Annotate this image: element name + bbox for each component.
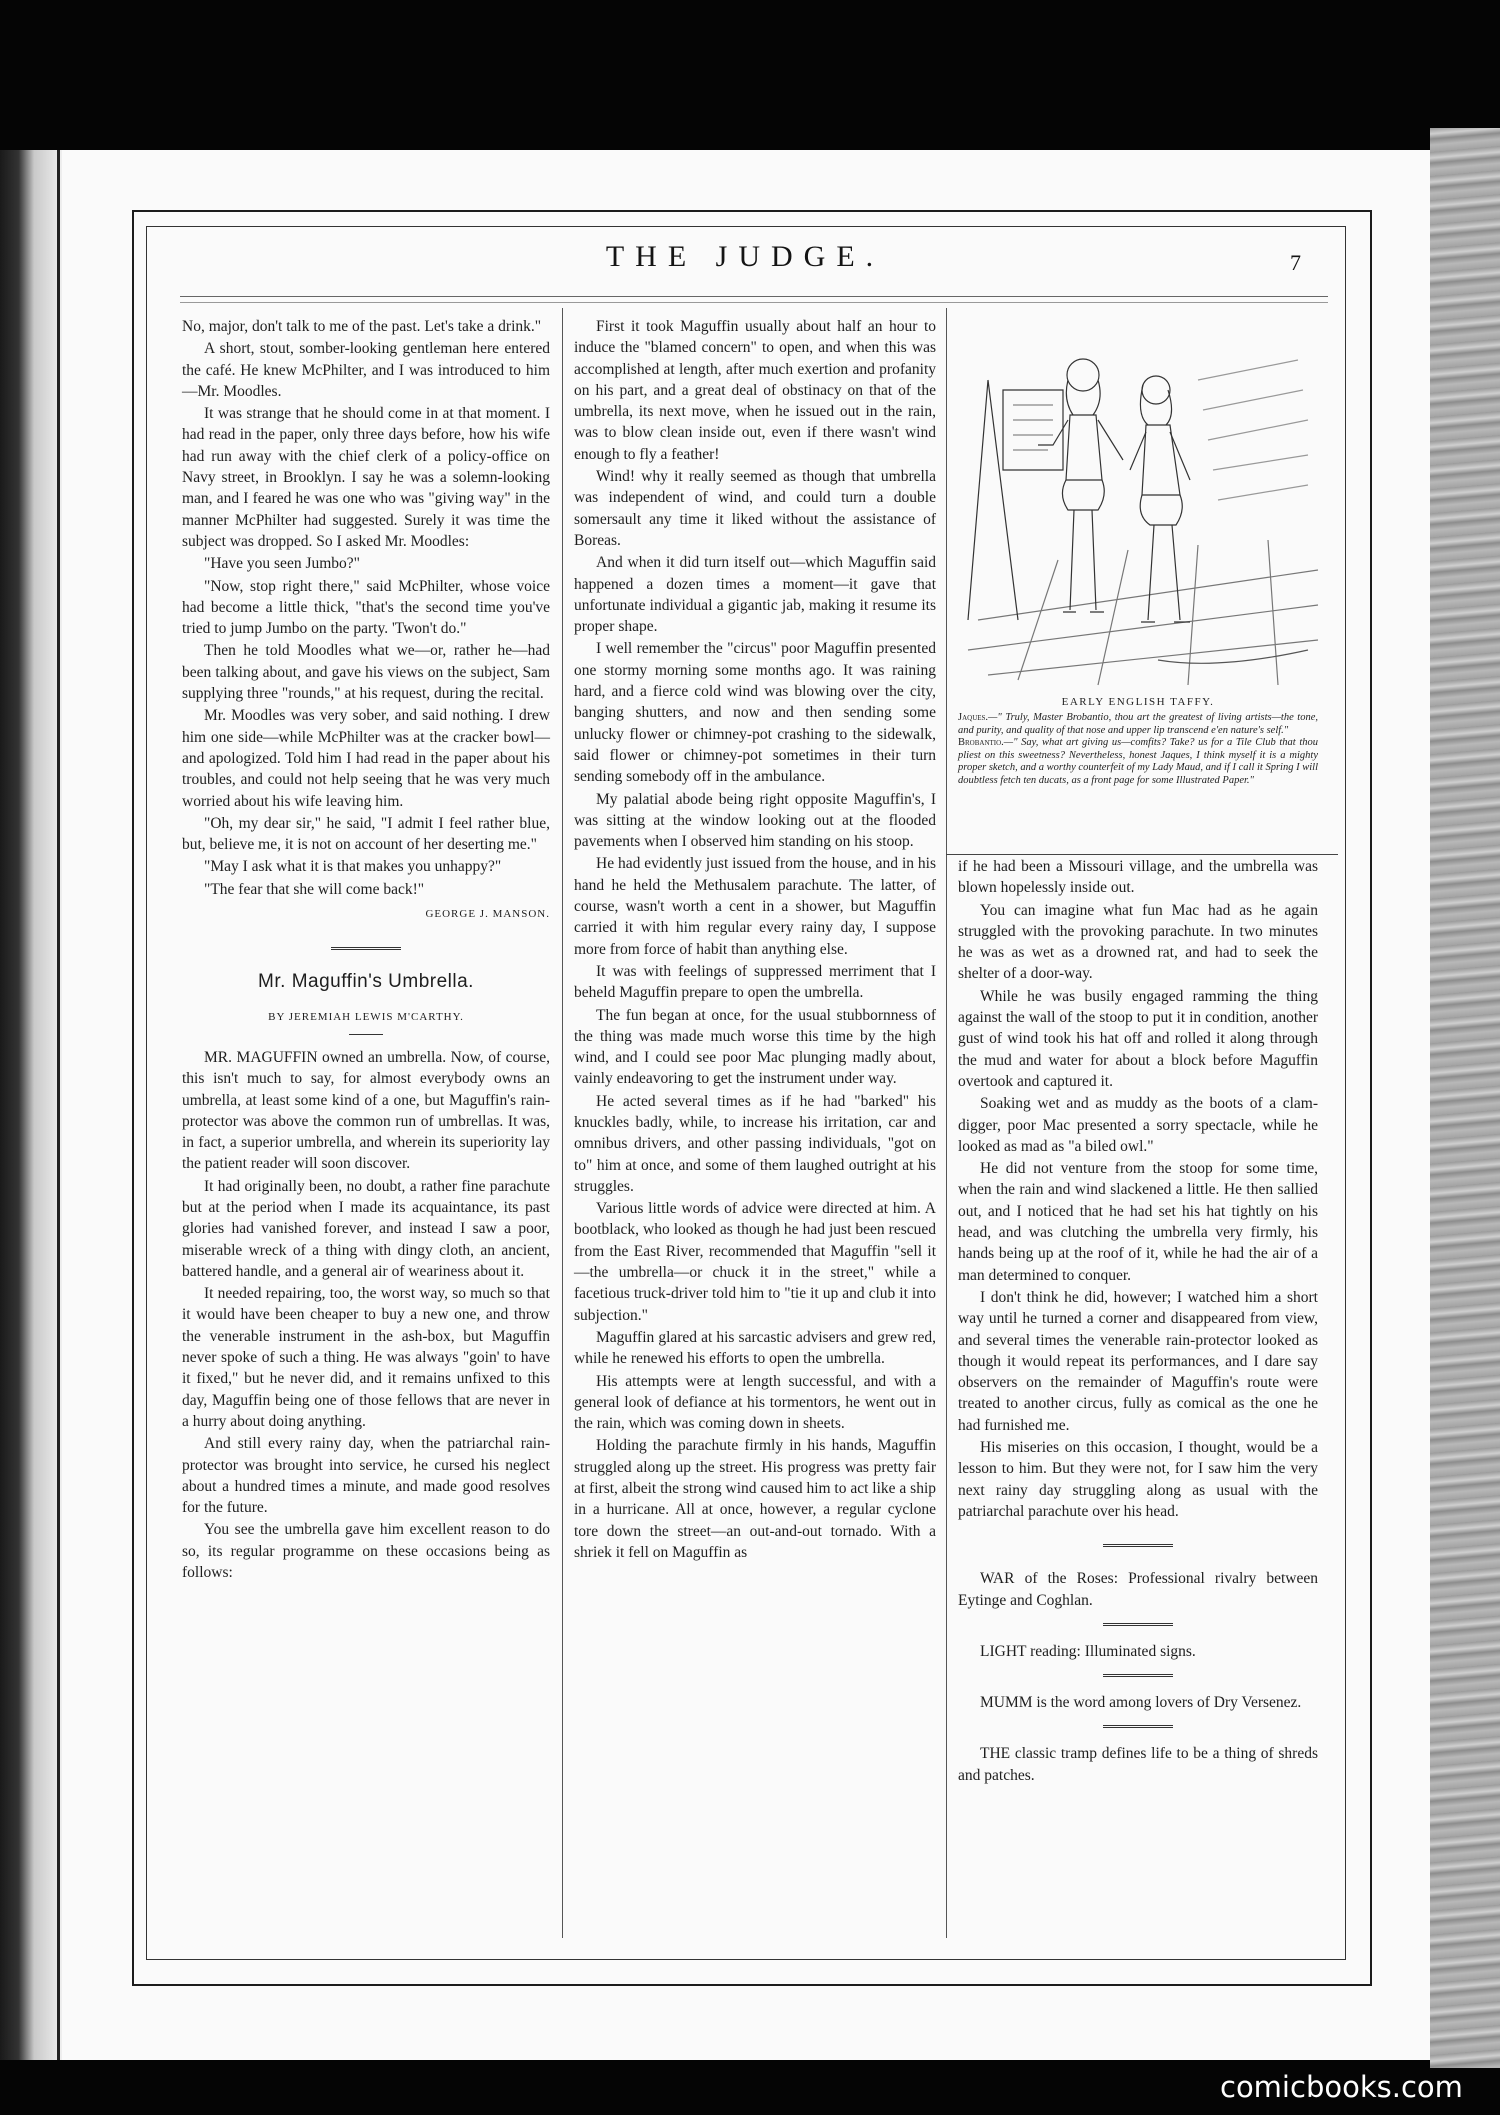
caption-rule [946,854,1338,855]
paragraph: And when it did turn itself out—which Maguffin said happened a dozen times a moment—it gave that unfortunate individual a gigantic jab, making it resume its proper shape. [574,554,936,636]
section-separator [1103,1725,1173,1731]
header-rule-secondary [180,302,1328,303]
column-2 [574,316,936,1563]
byline-rule [349,1034,383,1035]
paragraph: Mr. Moodles was very sober, and said nothing. I drew him one side—while McPhilter was at the cracker bowl—and apologized. Told him I had read in the paper about his troubles, and could not help seeing that he was very much worried about his wife leaving him. [182,707,550,810]
paragraph: No, major, don't talk to me of the past. Let's take a drink." [182,318,542,335]
paragraph: I don't think he did, however; I watched him a short way until he turned a corner and disappeared from view, and several times the venerable rain-protector looked as though it would repeat its performances, and I dare say observers on the remainder of Maguffin's route were treated to another circus, fully as comical as the one he had furnished me. [958,1288,1318,1434]
page-number: 7 [1290,250,1301,275]
section-separator [331,947,401,953]
column-3 [958,856,1318,1786]
paragraph: He acted several times as if he had "barked" his knuckles badly, while, to increase his irritation, car and omnibus drivers, and other passing individuals, "got on to" him at once, and some of them laughed outright at his struggles. [574,1092,936,1195]
column-divider-1 [562,308,563,1938]
paragraph: MR. MAGUFFIN owned an umbrella. Now, of course, this isn't much to say, for almost everybody owns an umbrella, at least some kind of a one, but Maguffin's rain-protector was above the common run of umbrellas. It was, in fact, a superior umbrella, and wherein its superiority lay the patient reader will soon discover. [182,1048,550,1173]
illustration-early-english-taffy [958,320,1322,690]
header-rule [180,296,1328,297]
masthead-title: THE JUDGE. [605,240,885,273]
author-signature: GEORGE J. MANSON. [425,908,550,921]
adjacent-page-edge [0,150,62,2060]
paragraph: "May I ask what it is that makes you unhappy?" [204,858,502,876]
section-separator [1103,1623,1173,1629]
paragraph: He had evidently just issued from the house, and in his hand he held the Methusalem parachute. The latter, of course, wasn't worth a cent in a shower, but Maguffin carried it with him regular every rainy day, I suppose more from force of habit than anything else. [574,855,936,958]
paragraph: It had originally been, no doubt, a rather fine parachute but at the period when I made its acquaintance, its past glories had vanished forever, and instead I saw a poor, miserable wreck of a thing with dingy cloth, an ancient, battered handle, and a general air of weariness about it. [182,1177,550,1280]
paragraph: It needed repairing, too, the worst way, so much so that it would have been cheaper to buy a new one, and throw the venerable instrument in the ash-box, but Maguffin never spoke of such a thing. He was always "goin' to have it fixed," but he never did, and it remains unfixed to this day, Maguffin being one of those fellows that are never in a hurry about doing anything. [182,1285,550,1430]
paragraph: His miseries on this occasion, I thought, would be a lesson to him. But they were not, for I saw him the very next rainy day struggling along as usual with the patriarchal parachute over his head. [958,1439,1318,1520]
paragraph: A short, stout, somber-looking gentleman here entered the café. He knew McPhilter, and I was introduced to him—Mr. Moodles. [182,340,550,400]
paragraph: Maguffin glared at his sarcastic advisers and grew red, while he renewed his efforts to open the umbrella. [574,1328,936,1368]
section-separator [1103,1544,1173,1550]
illustration-title: EARLY ENGLISH TAFFY. [1061,696,1215,708]
paragraph: His attempts were at length successful, and with a general look of defiance at his tormentors, he went out in the rain, which was coming down in sheets. [574,1372,936,1433]
paragraph: Wind! why it really seemed as though that umbrella was independent of wind, and could turn a double somersault any time it liked without the assistance of Boreas. [574,468,936,549]
paragraph: It was with feelings of suppressed merriment that I beheld Maguffin prepare to open the umbrella. [574,962,936,1002]
caption-speaker: Brobantio. [958,737,1004,748]
column-divider-2 [946,308,947,1938]
article-title: Mr. Maguffin's Umbrella. [258,971,474,993]
paragraph: The fun began at once, for the usual stubbornness of the thing was made much worse this time by the high wind, and I could see poor Mac plunging madly about, vainly endeavoring to get the instrument under way. [574,1006,936,1088]
caption-line [958,712,1318,737]
caption-line [958,737,1318,787]
paragraph: You can imagine what fun Mac had as he again struggled with the provoking parachute. In two minutes he was as wet as a drowned rat, and had to seek the shelter of a door-way. [958,901,1318,983]
column-1 [182,316,550,1583]
paragraph: "Have you seen Jumbo?" [204,555,360,573]
watermark-text: comicbooks.com [1220,2070,1463,2104]
paragraph: My palatial abode being right opposite Maguffin's, I was sitting at the window looking out at the flooded pavements when I observed him standing on his stoop. [574,790,936,851]
paragraph: Then he told Moodles what we—or, rather he—had been talking about, and gave his views on the subject, Sam supplying three "rounds," at his request, during the recital. [182,642,550,703]
section-separator [1103,1674,1173,1680]
paragraph: And still every rainy day, when the patriarchal rain-protector was brought into service, he cursed his neglect about a hundred times a minute, and made good resolves for the future. [182,1435,550,1517]
illustration-caption [958,712,1318,787]
paragraph: You see the umbrella gave him excellent reason to do so, its regular programme on these occasions being as follows: [182,1521,550,1582]
paragraph: "Oh, my dear sir," he said, "I admit I feel rather blue, but, believe me, it is not on account of her deserting me." [182,814,550,854]
caption-speaker: Jaques. [958,712,989,723]
book-binding-edge [1430,128,1500,2068]
paragraph: First it took Maguffin usually about half an hour to induce the "blamed concern" to open, and when this was accomplished at length, after much exertion and profanity on his part, and a great deal of obstinacy on that of the umbrella, its next move, when he issued out in the rain, was to blow clean inside out, even if there wasn't wind enough to fly a feather! [574,318,936,463]
paragraph: Various little words of advice were directed at him. A bootblack, who looked as though he had just been rescued from the East River, recommended that Maguffin "sell it—the umbrella—or chuck it in the street," while a facetious truck-driver told him to "tie it up and club it into subjection." [574,1200,936,1324]
paragraph: While he was busily engaged ramming the thing against the wall of the stoop to put it in condition, another gust of wind took his hat off and rolled it along through the mud and water for about a block before Maguffin overtook and captured it. [958,987,1318,1090]
caption-text: —" Truly, Master Brobantio, thou art the greatest of living artists—the tone, and purity, and quality of that nose and upper lip transcend e'en nature's self." [958,712,1318,736]
paragraph: "Now, stop right there," said McPhilter, whose voice had become a little thick, "that's the second time you've tried to jump Jumbo on the party. 'Twon't do." [182,577,550,638]
paragraph: "The fear that she will come back!" [204,880,425,898]
article-byline: BY JEREMIAH LEWIS M'CARTHY. [268,1010,464,1023]
paragraph: It was strange that he should come in at that moment. I had read in the paper, only three days before, how his wife had run away with the chief clerk of a policy-office on Navy street, in Brooklyn. I say he was a solemn-looking man, and I feared he was one who was "giving way" in the manner McPhilter had suggested. Surely it was time the subject was dropped. So I asked Mr. Moodles: [182,405,550,550]
squib: THE classic tramp defines life to be a thing of shreds and patches. [958,1745,1318,1784]
illustration-drawing [958,320,1322,690]
paragraph: I well remember the "circus" poor Maguffin presented one stormy morning some months ago. It was raining hard, and a fierce cold wind was blowing over the city, banging shutters, and now and then sending some unlucky flower or chimney-pot crashing to the sidewalk, said flower or chimney-pot sometimes in their turn sending somebody off in the ambulance. [574,640,936,786]
paragraph: He did not venture from the stoop for some time, when the rain and wind slackened a little. He then sallied out, and I noticed that he had set his hat tightly on his head, and was clutching the umbrella very firmly, his hands being up at the roof of it, while he had the air of a man determined to conquer. [958,1160,1318,1284]
squib: LIGHT reading: Illuminated signs. [980,1642,1196,1660]
squib: WAR of the Roses: Professional rivalry between Eytinge and Coghlan. [958,1570,1318,1609]
paragraph: Holding the parachute firmly in his hands, Maguffin struggled along up the street. His progress was pretty fair at first, albeit the strong wind caused him to act like a ship in a hurricane. All at once, however, a regular cyclone tore down the street—an out-and-out tornado. With a shriek it fell on Maguffin as [574,1437,937,1561]
paragraph: Soaking wet and as muddy as the boots of a clam-digger, poor Mac presented a sorry spectacle, while he looked as mad as "a biled owl." [958,1095,1318,1155]
paragraph: if he had been a Missouri village, and the umbrella was blown hopelessly inside out. [958,858,1318,897]
caption-text: —" Say, what art giving us—comfits? Take? us for a Tile Club that thou pliest on this sweetness? Nevertheless, honest Jaques, I think myself it is a mighty proper sketch, and a worthy counterfeit of my Lady Maud, and if I call it Spring I will doubtless fetch ten ducats, as a front page for some Illustrated Paper." [958,737,1318,786]
squib: MUMM is the word among lovers of Dry Versenez. [980,1694,1302,1712]
